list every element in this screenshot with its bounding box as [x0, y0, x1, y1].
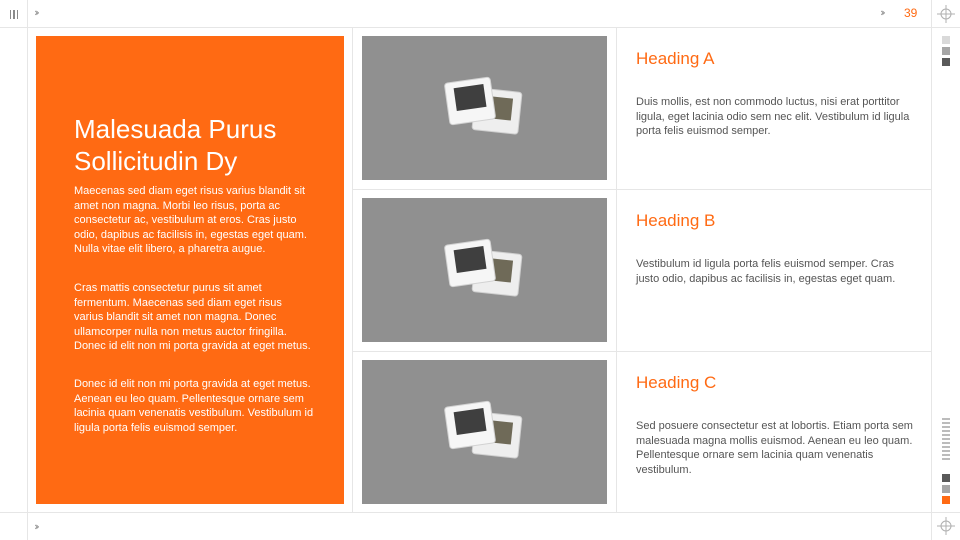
- column-divider: [616, 28, 617, 512]
- row-text: Duis mollis, est non commodo luctus, nisi erat porttitor ligula, eget lacinia odio sem nec elit. Vestibulum id ligula porta felis euismod semper.: [636, 96, 910, 138]
- row-text: Vestibulum id ligula porta felis euismod semper. Cras justo odio, dapibus ac facilisis in, egestas eget quam.: [636, 258, 896, 285]
- panel-title: [74, 113, 334, 177]
- left-divider: [27, 0, 28, 540]
- row-divider: [352, 351, 931, 352]
- double-chevron-right-icon[interactable]: ››: [34, 520, 37, 533]
- color-swatch[interactable]: [942, 474, 950, 482]
- image-placeholder[interactable]: [362, 198, 607, 342]
- color-swatch[interactable]: [942, 58, 950, 66]
- column-divider: [352, 28, 353, 512]
- row-text: Sed posuere consectetur est at lobortis. Etiam porta sem malesuada magna mollis euismod. Aenean eu leo quam. Pellentesque ornare sem lacinia quam venenatis vestibulum.: [636, 420, 913, 476]
- panel-paragraph: Donec id elit non mi porta gravida at eget metus. Aenean eu leo quam. Pellentesque ornare sem lacinia quam venenatis vestibulum. Vestibulum id ligula porta felis euismod semper.: [74, 378, 314, 434]
- feature-panel: [36, 36, 344, 504]
- slide-thumbnails[interactable]: [942, 418, 950, 462]
- color-swatch[interactable]: [942, 36, 950, 44]
- panel-title-line: Malesuada Purus: [74, 114, 277, 144]
- photo-slides-icon: [444, 234, 524, 304]
- color-swatch[interactable]: [942, 496, 950, 504]
- crosshair-icon[interactable]: [937, 517, 955, 535]
- panel-title-line: Sollicitudin Dy: [74, 146, 238, 176]
- right-divider: [931, 0, 932, 540]
- row-heading: Heading A: [636, 49, 715, 68]
- menu-icon[interactable]: [4, 5, 24, 23]
- page-number: 39: [904, 6, 918, 20]
- crosshair-icon[interactable]: [937, 5, 955, 23]
- bottom-divider: [0, 512, 960, 513]
- double-chevron-right-icon[interactable]: ››: [880, 6, 883, 19]
- color-swatch[interactable]: [942, 47, 950, 55]
- image-placeholder[interactable]: [362, 36, 607, 180]
- color-swatch[interactable]: [942, 485, 950, 493]
- panel-paragraph: Maecenas sed diam eget risus varius blandit sit amet non magna. Morbi leo risus, porta ac consectetur ac, vestibulum at eros. Cras justo odio, dapibus ac facilisis in, egestas eget quam. Nulla vitae elit libero, a pharetra augue.: [74, 185, 307, 256]
- row-heading: Heading C: [636, 373, 717, 392]
- row-heading: Heading B: [636, 211, 716, 230]
- top-divider: [0, 27, 960, 28]
- image-placeholder[interactable]: [362, 360, 607, 504]
- photo-slides-icon: [444, 72, 524, 142]
- row-divider: [352, 189, 931, 190]
- photo-slides-icon: [444, 396, 524, 466]
- panel-paragraph: Cras mattis consectetur purus sit amet fermentum. Maecenas sed diam eget risus varius blandit sit amet non magna. Donec ullamcorper nulla non metus auctor fringilla. Donec id elit non mi porta gravida at eget metus.: [74, 282, 311, 353]
- double-chevron-right-icon[interactable]: ››: [34, 6, 37, 19]
